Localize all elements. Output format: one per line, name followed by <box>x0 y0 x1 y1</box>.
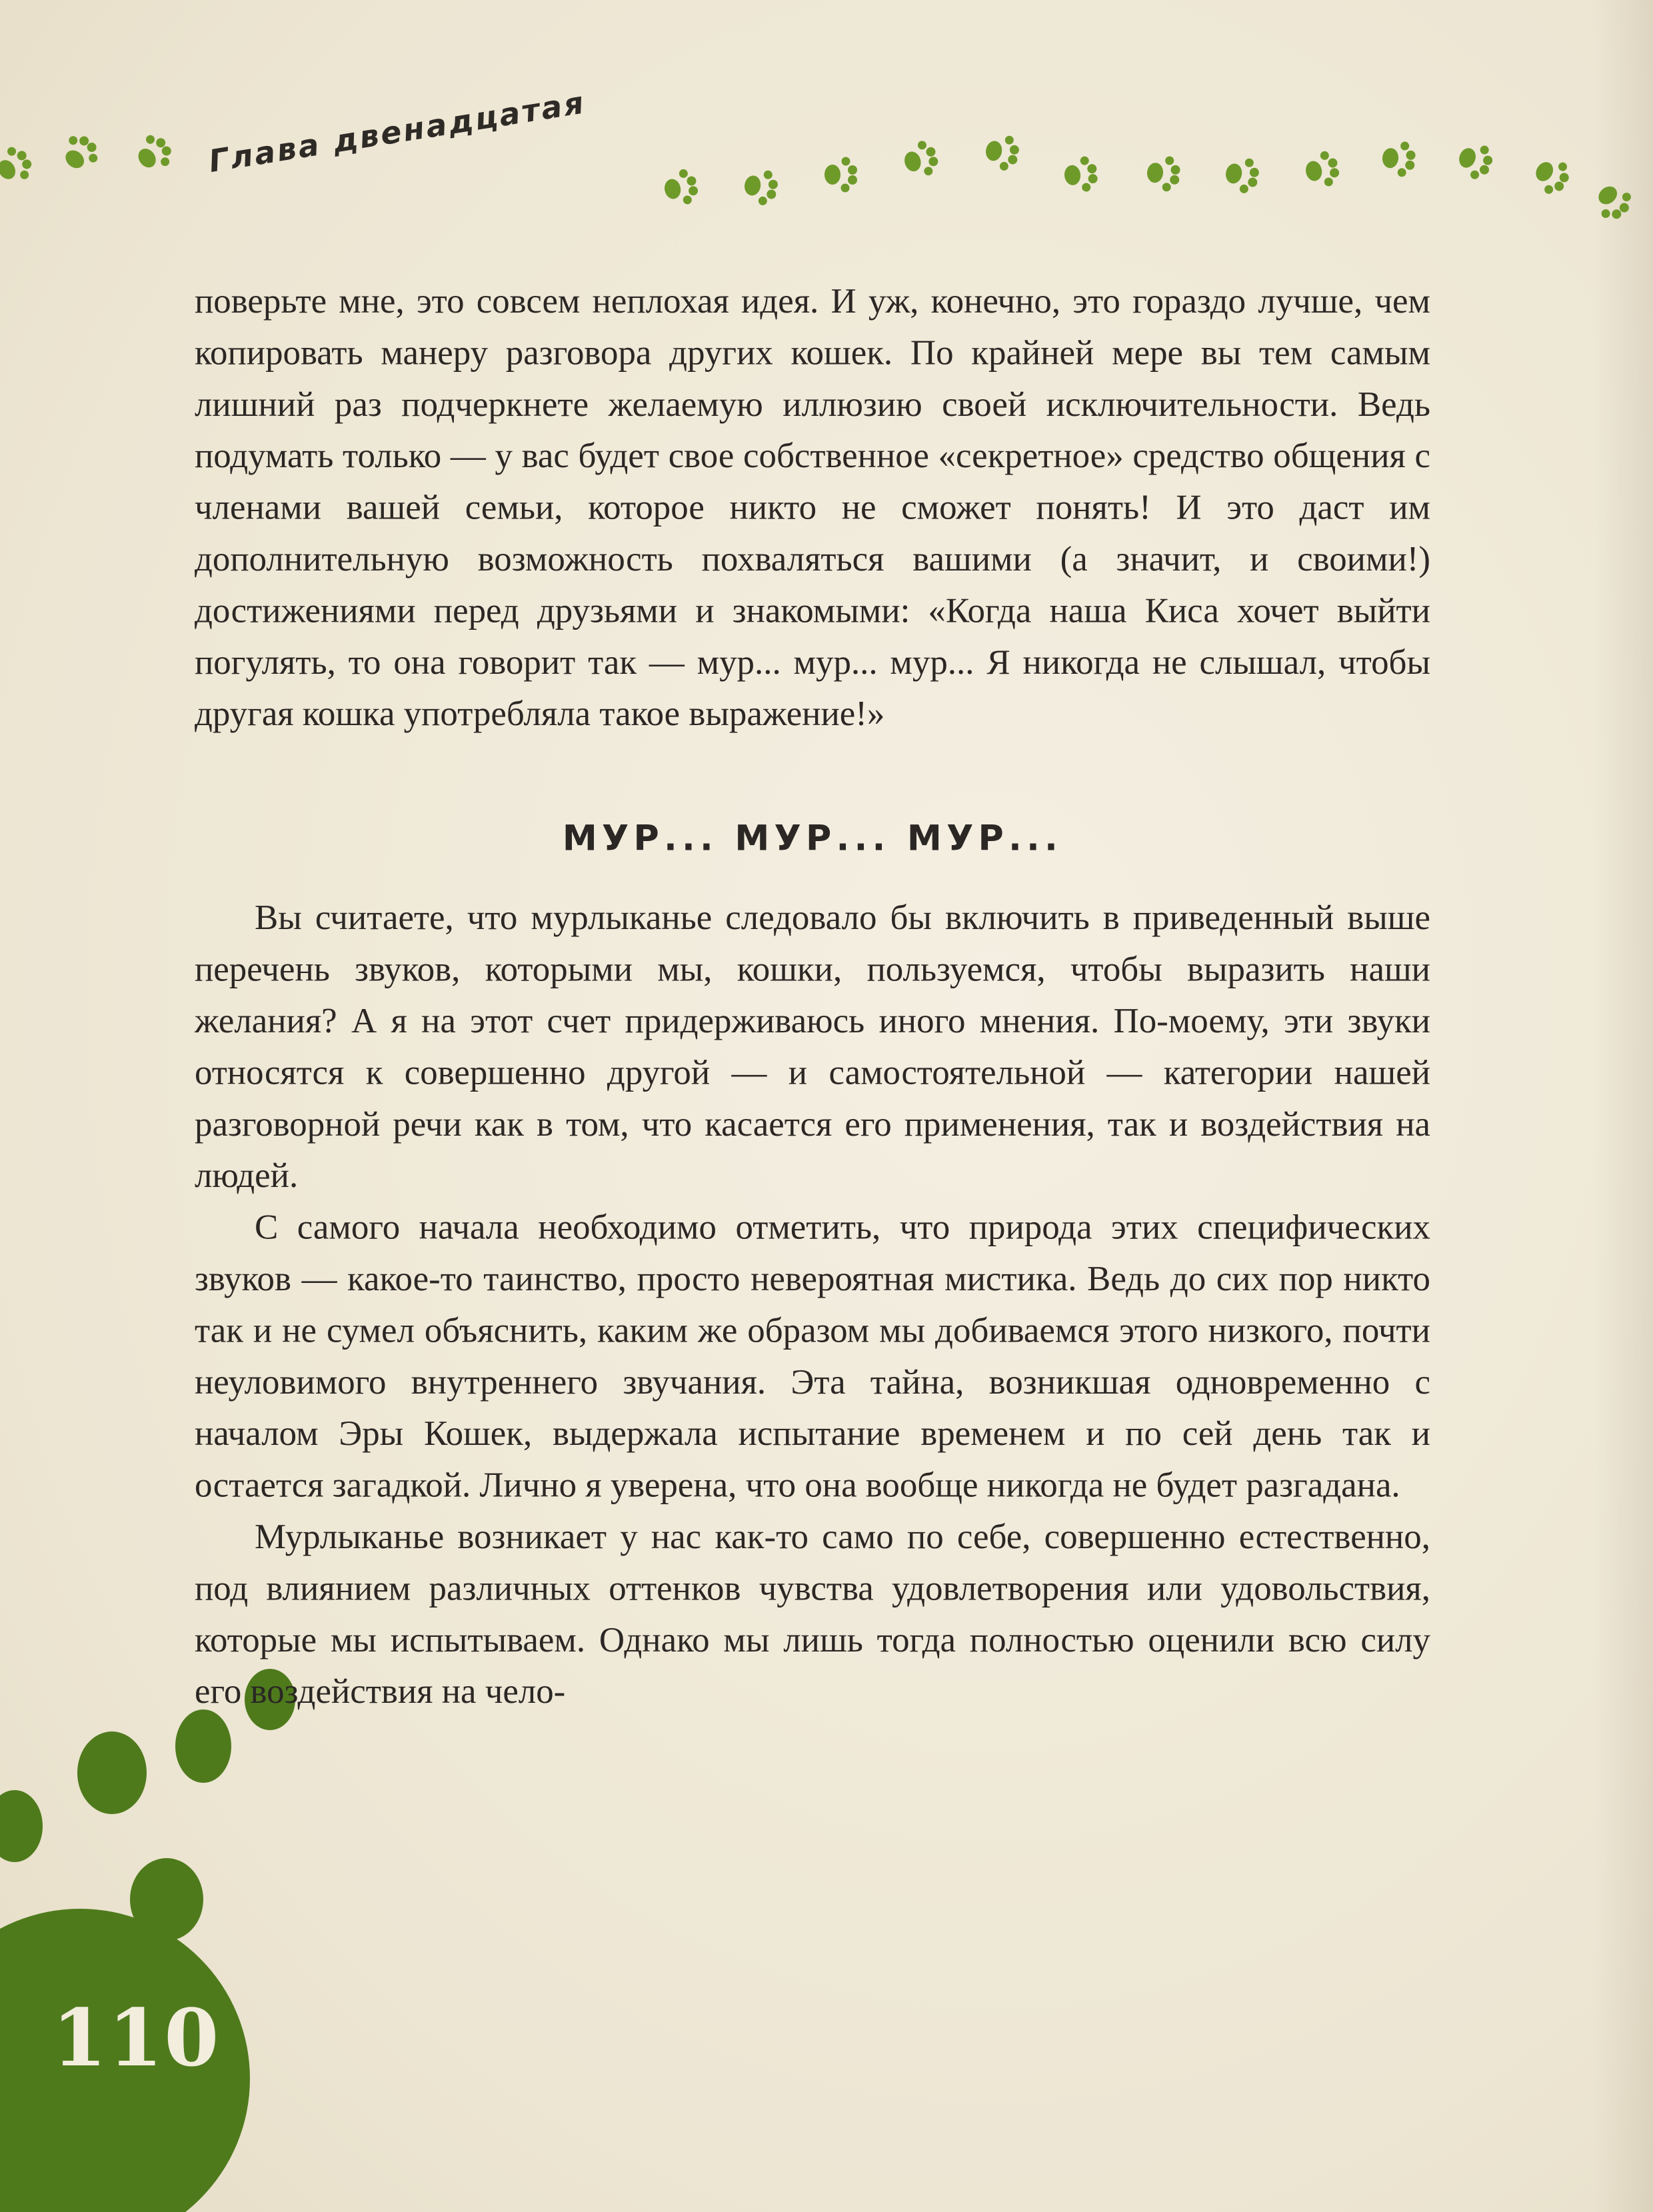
paw-print-icon <box>131 129 178 177</box>
paragraph: Мурлыканье возникает у нас как-то само по себе, совершенно естественно, под влиянием различных оттенков чувства удовлетворения или удовольствия, которые мы испытываем. Однако мы лишь тогда полностью оценили всю силу его воздействия на чело- <box>195 1518 1430 1711</box>
section-heading: МУР... МУР... МУР... <box>562 817 1063 858</box>
paw-print-icon <box>1381 140 1416 178</box>
paw-print-icon <box>1223 155 1261 195</box>
paw-print-icon <box>1454 139 1496 183</box>
paragraph: Вы считаете, что мурлыканье следовало бы включить в приведенный выше перечень звуков, которыми мы, кошки, пользуемся, чтобы выразить наши желания? А я на этот счет придерживаюсь иного мнения. По-моему, эти звуки относятся к совершенно другой — и самостоятельной — категории нашей разговорной речи как в том, что касается его применения, так и воздействия на людей. <box>195 899 1430 1196</box>
chapter-title: Глава двенадцатая <box>206 84 588 179</box>
paw-print-icon <box>742 167 780 207</box>
main-text <box>195 277 1430 1719</box>
large-paw-print-icon <box>0 1669 295 2212</box>
paw-print-icon <box>56 129 104 177</box>
paw-print-icon <box>662 167 700 208</box>
paw-print-icon <box>900 138 941 181</box>
paw-print-icon <box>1063 155 1098 193</box>
paw-print-icon <box>1589 178 1637 226</box>
page-number: 110 <box>52 1991 221 2084</box>
paw-print-icon <box>1529 153 1575 199</box>
paw-print-icon <box>1146 155 1181 193</box>
paw-print-icon <box>825 157 857 193</box>
paragraph: поверьте мне, это совсем неплохая идея. И уж, конечно, это гораздо лучше, чем копировать манеру разговора других кошек. По крайней мере вы тем самым лишний раз подчеркнете желаемую иллюзию своей исключительности. Ведь подумать только — у вас будет свое собственное «секретное» средство общения с членами вашей семьи, которое никто не сможет понять! И это даст им дополнительную возможность похваляться вашими (а значит, и своими!) достижениями перед друзьями и знакомыми: «Когда наша Киса хочет выйти погулять, то она говорит так — мур... мур... мур... Я никогда не слышал, чтобы другая кошка употребляла такое выражение!» <box>195 283 1430 734</box>
paw-print-icon <box>983 132 1021 173</box>
paw-print-icon <box>0 142 37 189</box>
paw-print-icon <box>1303 149 1341 190</box>
paragraph: С самого начала необходимо отметить, что природа этих специфических звуков — какое-то таинство, просто невероятная мистика. Ведь до сих пор никто так и не сумел объяснить, каким же образом мы добиваемся этого низкого, почти неуловимого внутреннего звучания. Эта тайна, возникшая одновременно с началом Эры Кошек, выдержала испытание временем и по сей день так и остается загадкой. Лично я уверена, что она вообще никогда не будет разгадана. <box>195 1208 1430 1506</box>
